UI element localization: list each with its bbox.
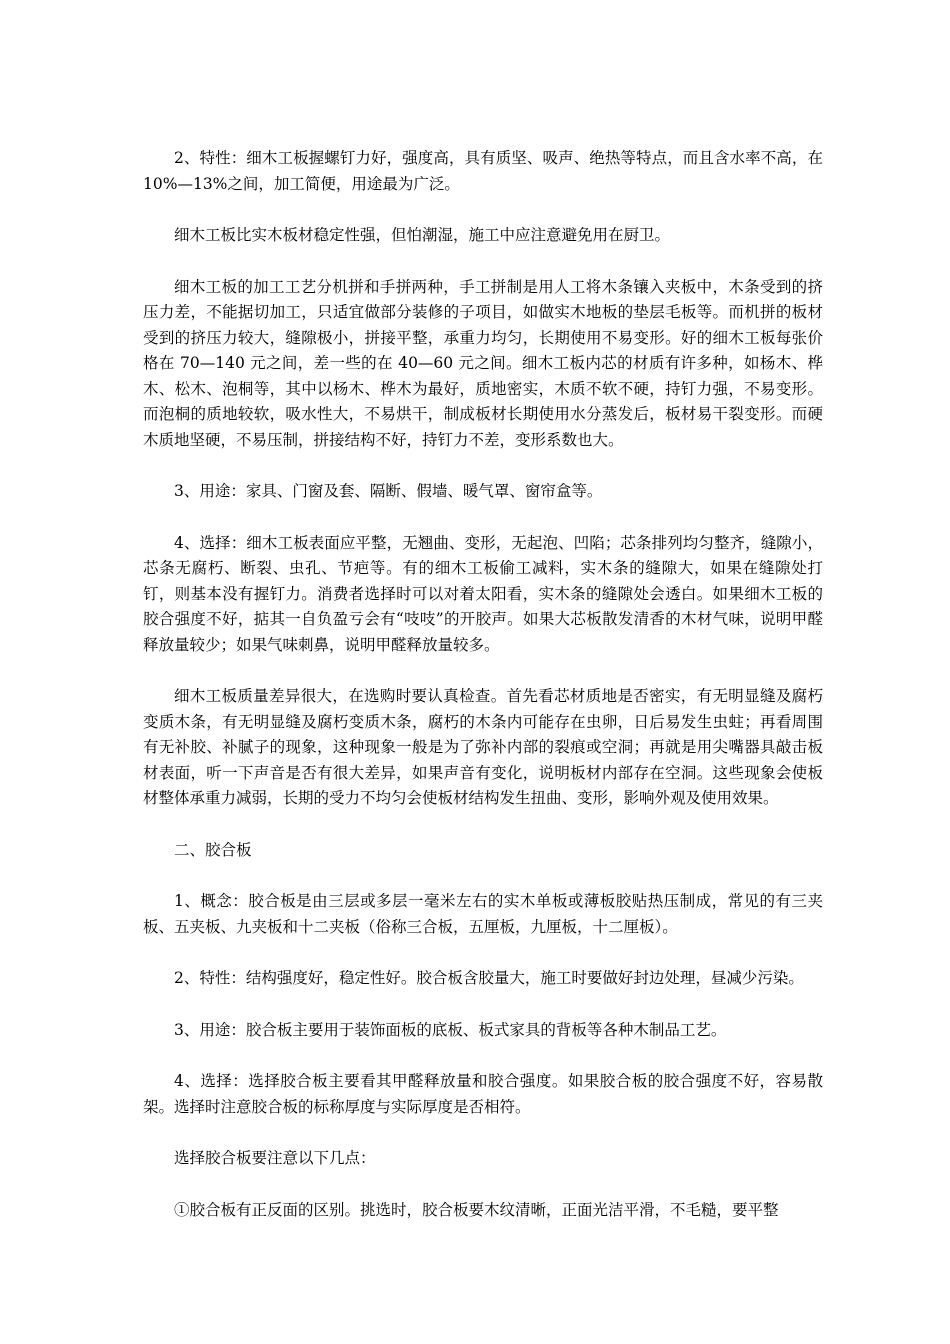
paragraph-plywood-properties: 2、特性：细木工板握螺钉力好，强度高，具有质坚、吸声、绝热等特点，而且含水率不高，在 10%—13%之间，加工简便，用途最为广泛。 xyxy=(143,149,823,193)
paragraph-selection-point-1: ①胶合板有正反面的区别。挑选时，胶合板要木纹清晰，正面光洁平滑，不毛糙，要平整 xyxy=(174,1200,779,1219)
paragraph-plywood-selection: 4、选择：选择胶合板主要看其甲醛释放量和胶合强度。如果胶合板的胶合强度不好，容易散架。选择时注意胶合板的标称厚度与实际厚度是否相符。 xyxy=(143,1072,823,1116)
paragraph-uses: 3、用途：家具、门窗及套、隔断、假墙、暖气罩、窗帘盒等。 xyxy=(174,482,603,500)
paragraph-selection-points-intro: 选择胶合板要注意以下几点： xyxy=(174,1149,376,1167)
paragraph-plywood-concept: 1、概念：胶合板是由三层或多层一毫米左右的实木单板或薄板胶贴热压制成，常见的有三夹板、五夹板、九夹板和十二夹板（俗称三合板，五厘板，九厘板，十二厘板）。 xyxy=(143,892,823,936)
section-heading-plywood: 二、胶合板 xyxy=(174,840,252,859)
paragraph-plywood-uses: 3、用途：胶合板主要用于装饰面板的底板、板式家具的背板等各种木制品工艺。 xyxy=(174,1020,727,1039)
document-body xyxy=(143,146,823,1223)
paragraph-quality-check: 细木工板质量差异很大，在选购时要认真检查。首先看芯材质地是否密实，有无明显缝及腐朽变质木条，有无明显缝及腐朽变质木条，腐朽的木条内可能存在虫卵，日后易发生虫蛀；再看周围有无补胶、补腻子的现象，这种现象一般是为了弥补内部的裂痕或空洞；再就是用尖嘴器具敲击板材表面，听一下声音是否有很大差异，如果声音有变化，说明板材内部存在空洞。这些现象会使板材整体承重力减弱，长期的受力不均匀会使板材结构发生扭曲、变形，影响外观及使用效果。 xyxy=(143,687,823,807)
paragraph-selection: 4、选择：细木工板表面应平整，无翘曲、变形，无起泡、凹陷；芯条排列均匀整齐，缝隙小，芯条无腐朽、断裂、虫孔、节疤等。有的细木工板偷工减料，实木条的缝隙大，如果在缝隙处打钉，则基本没有握钉力。消费者选择时可以对着太阳看，实木条的缝隙处会透白。如果细木工板的胶合强度不好，掂其一自负盈亏会有“吱吱”的开胶声。如果大芯板散发清香的木材气味，说明甲醛释放量较少；如果气味刺鼻，说明甲醛释放量较多。 xyxy=(143,533,823,654)
paragraph-stability-note: 细木工板比实木板材稳定性强，但怕潮湿，施工中应注意避免用在厨卫。 xyxy=(174,226,671,244)
paragraph-processing-methods: 细木工板的加工工艺分机拼和手拼两种，手工拼制是用人工将木条镶入夹板中，木条受到的挤压力差，不能据切加工，只适宜做部分装修的子项目，如做实木地板的垫层毛板等。而机拼的板材受到的挤压力较大，缝隙极小，拼接平整，承重力均匀，长期使用不易变形。好的细木工板每张价格在 70—140 元之间，差一些的在 40—60 元之间。细木工板内芯的材质有许多种，如杨木、桦木、松木、泡桐等，其中以杨木、桦木为最好，质地密实，木质不软不硬，持钉力强，不易变形。而泡桐的质地较软，吸水性大，不易烘干，制成板材长期使用水分蒸发后，板材易干裂变形。而硬木质地坚硬，不易压制，拼接结构不好，持钉力不差，变形系数也大。 xyxy=(143,277,823,449)
paragraph-plywood-features: 2、特性：结构强度好，稳定性好。胶合板含胶量大，施工时要做好封边处理，昼减少污染。 xyxy=(174,969,804,987)
